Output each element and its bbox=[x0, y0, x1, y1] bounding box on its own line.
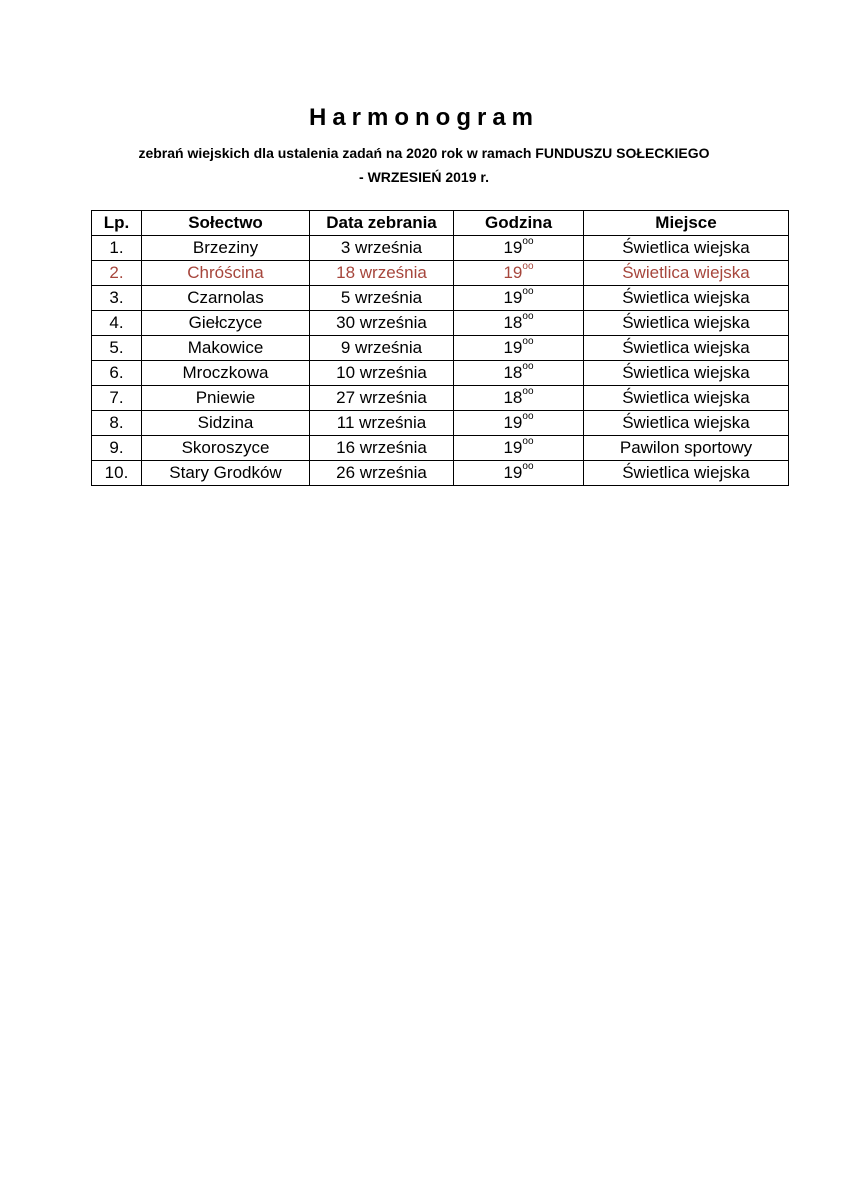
cell-solectwo: Pniewie bbox=[142, 386, 310, 411]
cell-solectwo: Stary Grodków bbox=[142, 461, 310, 486]
cell-solectwo: Mroczkowa bbox=[142, 361, 310, 386]
schedule-table bbox=[91, 210, 789, 486]
cell-godzina bbox=[454, 361, 584, 386]
table-row bbox=[92, 311, 789, 336]
cell-miejsce: Świetlica wiejska bbox=[584, 461, 789, 486]
minutes-value: oo bbox=[522, 236, 534, 247]
cell-data: 11 września bbox=[310, 411, 454, 436]
hour-value: 19 bbox=[503, 338, 523, 357]
cell-miejsce: Świetlica wiejska bbox=[584, 336, 789, 361]
cell-miejsce: Pawilon sportowy bbox=[584, 436, 789, 461]
table-row bbox=[92, 236, 789, 261]
cell-godzina bbox=[454, 236, 584, 261]
header-godzina: Godzina bbox=[454, 211, 584, 236]
hour-value: 19 bbox=[503, 288, 523, 307]
cell-solectwo: Brzeziny bbox=[142, 236, 310, 261]
hour-value: 19 bbox=[503, 238, 523, 257]
header-data-zebrania: Data zebrania bbox=[310, 211, 454, 236]
minutes-value: oo bbox=[522, 361, 534, 372]
header-miejsce: Miejsce bbox=[584, 211, 789, 236]
document-title: Harmonogram bbox=[308, 104, 540, 131]
cell-lp: 6. bbox=[92, 361, 142, 386]
hour-value: 19 bbox=[503, 413, 523, 432]
hour-value: 18 bbox=[503, 363, 523, 382]
header-solectwo: Sołectwo bbox=[142, 211, 310, 236]
hour-value: 18 bbox=[503, 313, 523, 332]
cell-data: 27 września bbox=[310, 386, 454, 411]
cell-data: 16 września bbox=[310, 436, 454, 461]
hour-value: 19 bbox=[503, 463, 523, 482]
hour-value: 19 bbox=[503, 438, 523, 457]
cell-solectwo: Makowice bbox=[142, 336, 310, 361]
cell-miejsce: Świetlica wiejska bbox=[584, 386, 789, 411]
cell-miejsce: Świetlica wiejska bbox=[584, 361, 789, 386]
table-header-row bbox=[92, 211, 789, 236]
cell-miejsce: Świetlica wiejska bbox=[584, 411, 789, 436]
cell-godzina bbox=[454, 261, 584, 286]
cell-lp: 1. bbox=[92, 236, 142, 261]
minutes-value: oo bbox=[522, 461, 534, 472]
cell-lp: 2. bbox=[92, 261, 142, 286]
table-row bbox=[92, 436, 789, 461]
cell-lp: 5. bbox=[92, 336, 142, 361]
document-subtitle: zebrań wiejskich dla ustalenia zadań na 2020 rok w ramach FUNDUSZU SOŁECKIEGO bbox=[138, 145, 710, 161]
cell-godzina bbox=[454, 461, 584, 486]
minutes-value: oo bbox=[522, 336, 534, 347]
cell-lp: 8. bbox=[92, 411, 142, 436]
cell-godzina bbox=[454, 286, 584, 311]
cell-solectwo: Chróścina bbox=[142, 261, 310, 286]
cell-solectwo: Giełczyce bbox=[142, 311, 310, 336]
table-row bbox=[92, 411, 789, 436]
hour-value: 18 bbox=[503, 388, 523, 407]
cell-lp: 7. bbox=[92, 386, 142, 411]
table-row bbox=[92, 461, 789, 486]
cell-data: 18 września bbox=[310, 261, 454, 286]
table-row bbox=[92, 261, 789, 286]
cell-godzina bbox=[454, 411, 584, 436]
cell-solectwo: Czarnolas bbox=[142, 286, 310, 311]
cell-lp: 9. bbox=[92, 436, 142, 461]
cell-miejsce: Świetlica wiejska bbox=[584, 286, 789, 311]
cell-miejsce: Świetlica wiejska bbox=[584, 236, 789, 261]
cell-data: 30 września bbox=[310, 311, 454, 336]
cell-data: 5 września bbox=[310, 286, 454, 311]
table-row bbox=[92, 286, 789, 311]
cell-data: 3 września bbox=[310, 236, 454, 261]
table-row bbox=[92, 361, 789, 386]
table-row bbox=[92, 386, 789, 411]
cell-data: 26 września bbox=[310, 461, 454, 486]
minutes-value: oo bbox=[522, 411, 534, 422]
cell-godzina bbox=[454, 311, 584, 336]
minutes-value: oo bbox=[522, 311, 534, 322]
minutes-value: oo bbox=[522, 286, 534, 297]
header-lp: Lp. bbox=[92, 211, 142, 236]
table-row bbox=[92, 336, 789, 361]
minutes-value: oo bbox=[522, 386, 534, 397]
document-period: - WRZESIEŃ 2019 r. bbox=[359, 169, 489, 185]
cell-miejsce: Świetlica wiejska bbox=[584, 261, 789, 286]
cell-data: 9 września bbox=[310, 336, 454, 361]
minutes-value: oo bbox=[522, 436, 534, 447]
cell-data: 10 września bbox=[310, 361, 454, 386]
cell-lp: 10. bbox=[92, 461, 142, 486]
cell-solectwo: Skoroszyce bbox=[142, 436, 310, 461]
hour-value: 19 bbox=[503, 263, 523, 282]
cell-godzina bbox=[454, 436, 584, 461]
cell-miejsce: Świetlica wiejska bbox=[584, 311, 789, 336]
cell-solectwo: Sidzina bbox=[142, 411, 310, 436]
cell-lp: 4. bbox=[92, 311, 142, 336]
cell-lp: 3. bbox=[92, 286, 142, 311]
minutes-value: oo bbox=[522, 261, 534, 272]
cell-godzina bbox=[454, 386, 584, 411]
cell-godzina bbox=[454, 336, 584, 361]
